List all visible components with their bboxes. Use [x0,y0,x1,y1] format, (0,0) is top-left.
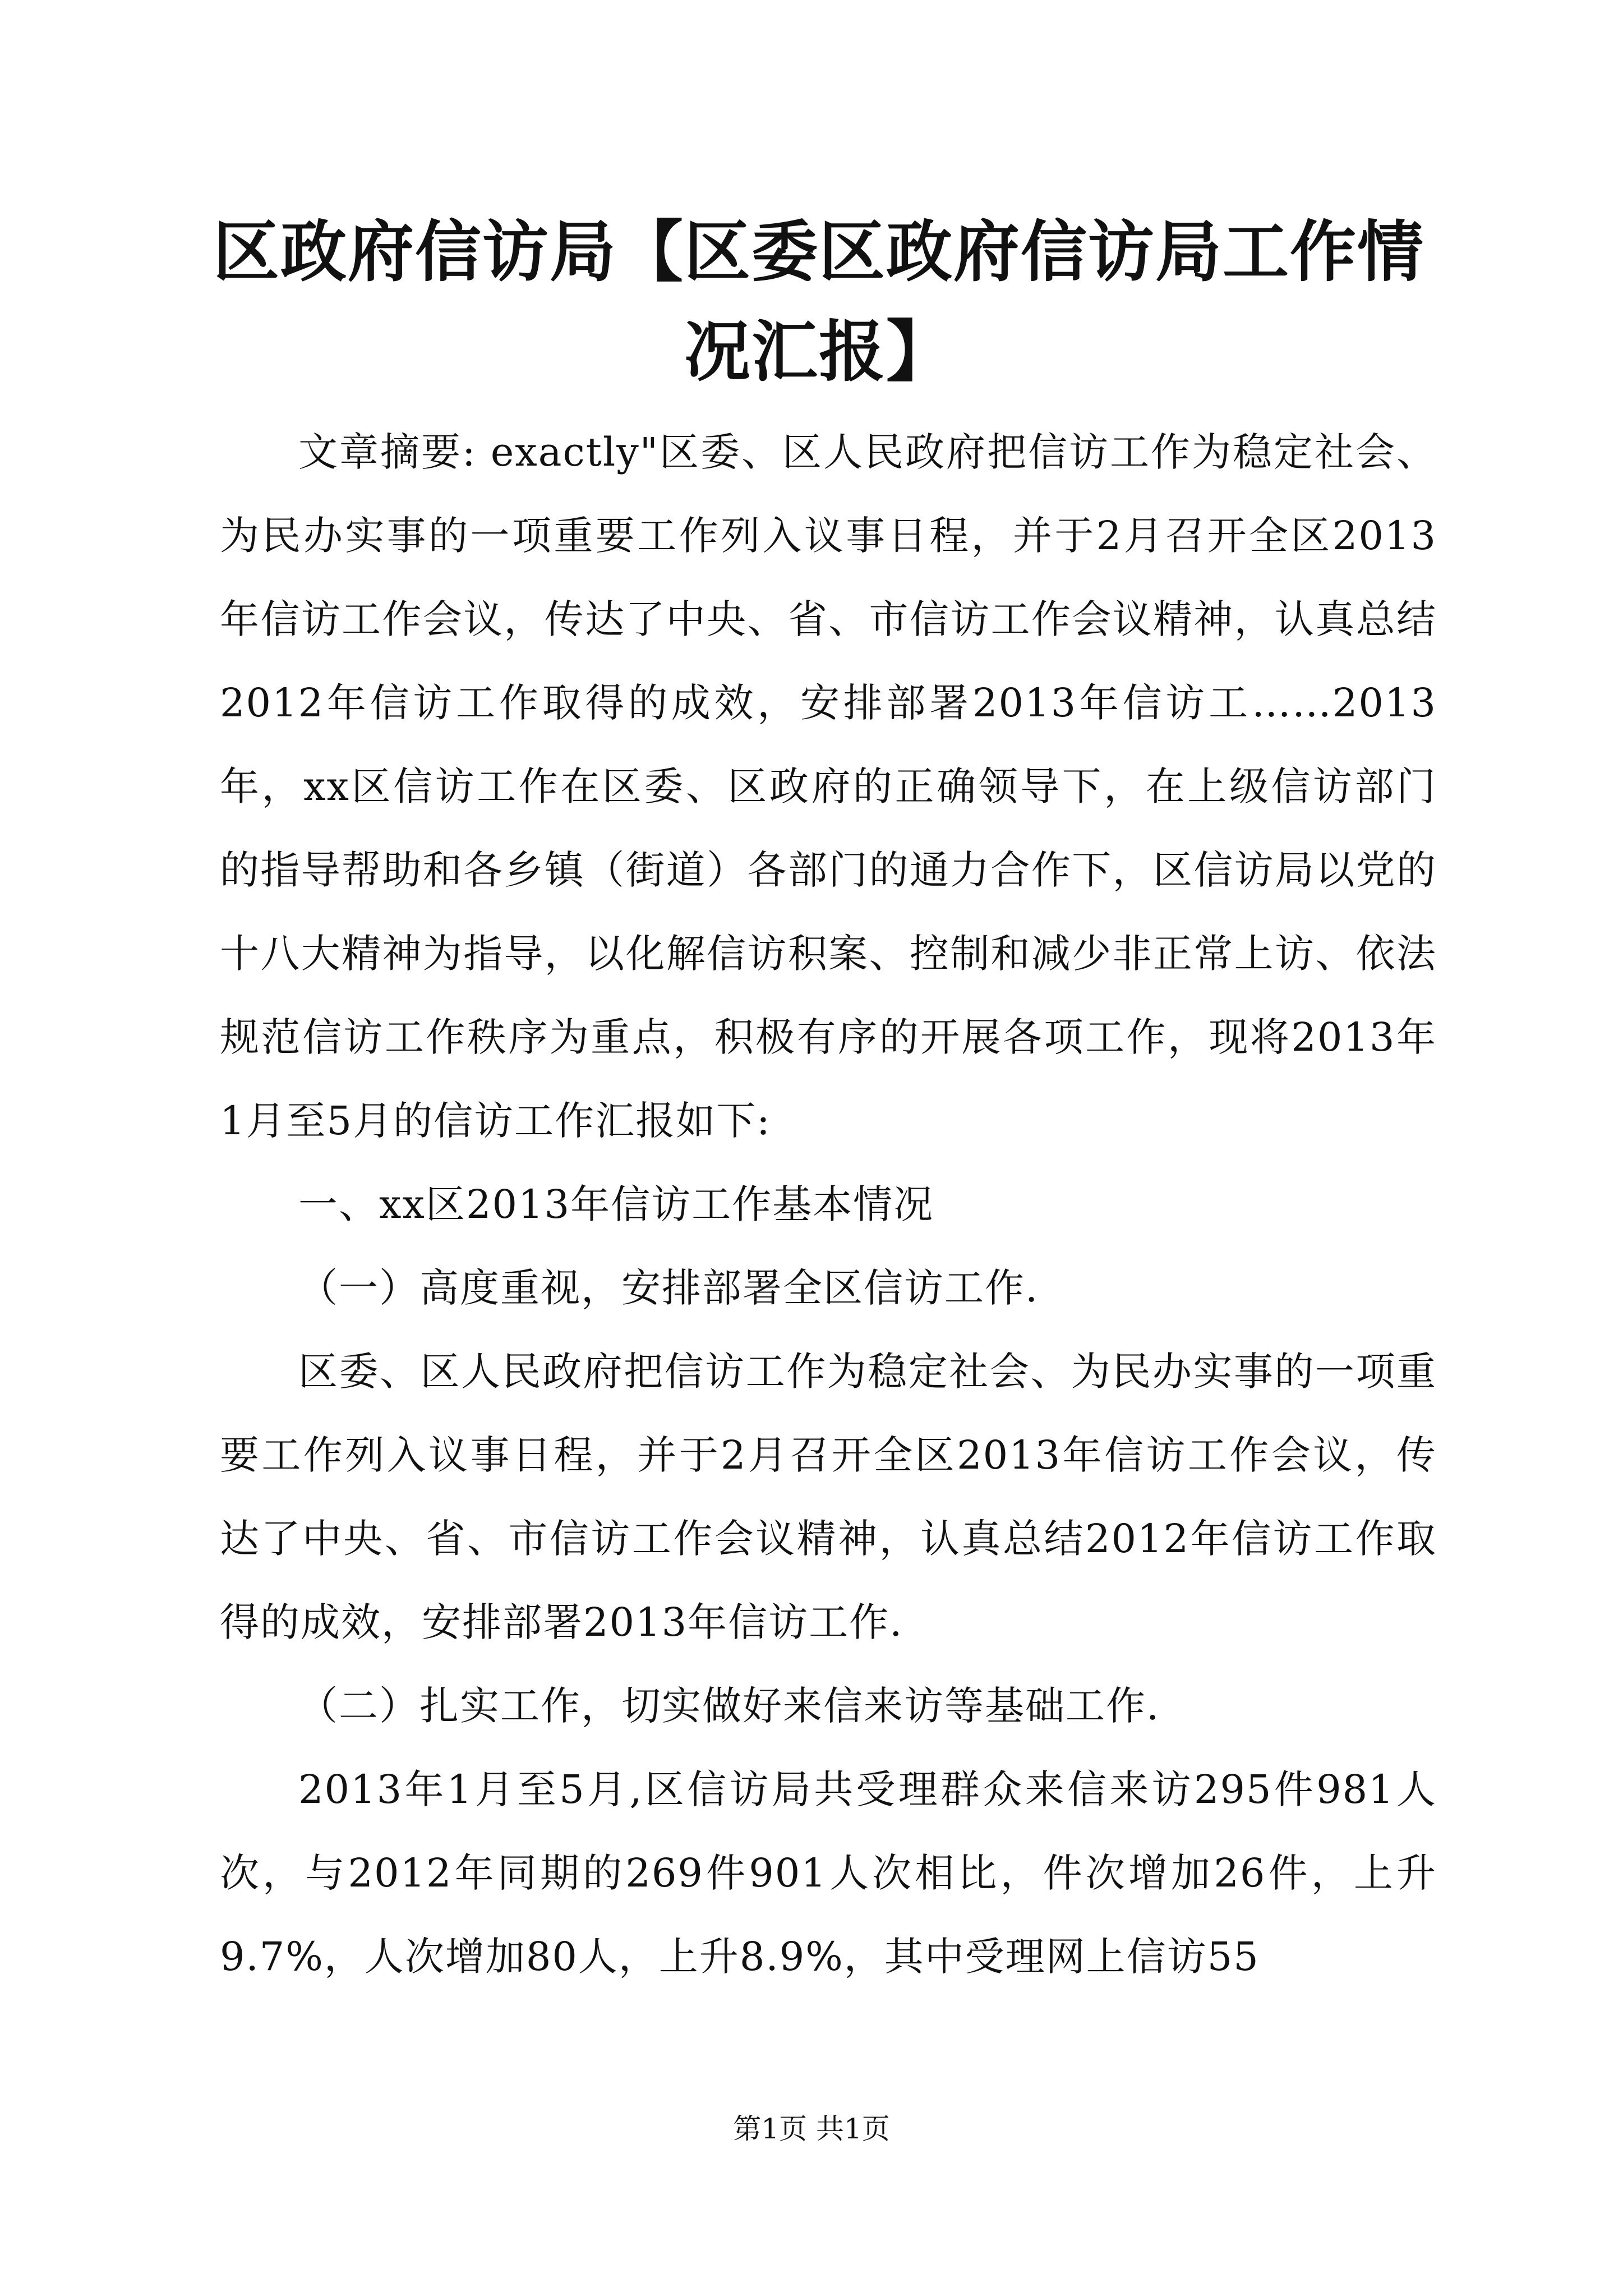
paragraph-abstract: 文章摘要: exactly"区委、区人民政府把信访工作为稳定社会、为民办实事的一项重要工作列入议事日程，并于2月召开全区2013年信访工作会议，传达了中央、省、市信访工作会议精神，认真总结2012年信访工作取得的成效，安排部署2013年信访工……2013年，xx区信访工作在区委、区政府的正确领导下，在上级信访部门的指导帮助和各乡镇（街道）各部门的通力合作下，区信访局以党的十八大精神为指导，以化解信访积案、控制和减少非正常上访、依法规范信访工作秩序为重点，积极有序的开展各项工作，现将2013年1月至5月的信访工作汇报如下: [220,429,1437,1144]
document-title: 区政府信访局【区委区政府信访局工作情况汇报】 [213,213,1425,390]
document-body [220,411,1437,1999]
subsection-heading-1: （一）高度重视，安排部署全区信访工作. [298,1265,1039,1311]
section-heading-1: 一、xx区2013年信访工作基本情况 [298,1181,934,1227]
page-footer: 第1页 共1页 [733,2113,890,2145]
paragraph-subsection-2: 2013年1月至5月,区信访局共受理群众来信来访295件981人次，与2012年同期的269件901人次相比，件次增加26件，上升9.7%，人次增加80人，上升8.9%，其中受理网上信访55 [220,1766,1437,1980]
subsection-heading-2: （二）扎实工作，切实做好来信来访等基础工作. [298,1683,1160,1729]
paragraph-subsection-1: 区委、区人民政府把信访工作为稳定社会、为民办实事的一项重要工作列入议事日程，并于2月召开全区2013年信访工作会议，传达了中央、省、市信访工作会议精神，认真总结2012年信访工作取得的成效，安排部署2013年信访工作. [220,1349,1437,1645]
